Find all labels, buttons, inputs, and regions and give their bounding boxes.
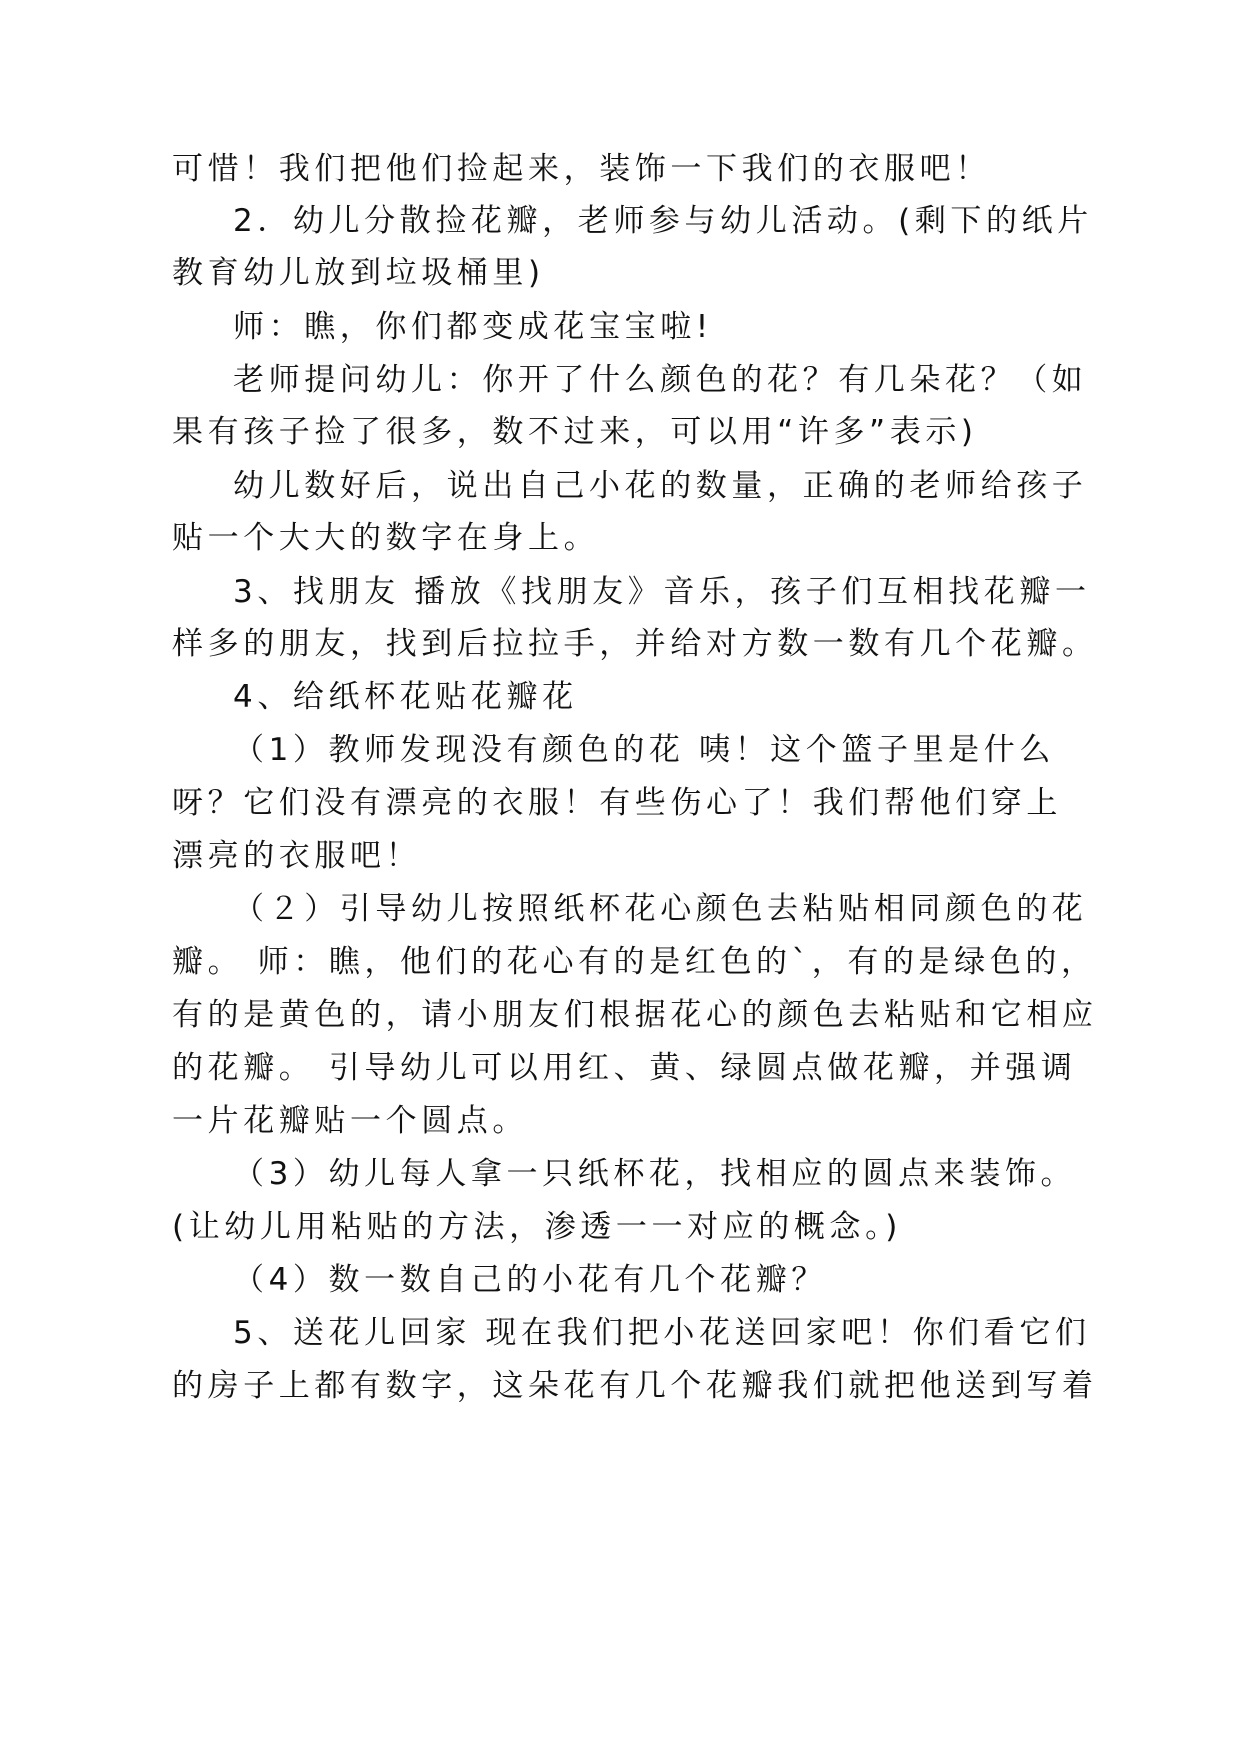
text-line-9: 3、找朋友 播放《找朋友》音乐，孩子们互相找花瓣一 [233, 574, 1091, 610]
text-line-13: 呀？它们没有漂亮的衣服！有些伤心了！我们帮他们穿上 [172, 785, 1062, 821]
text-line-2: 2．幼儿分散捡花瓣，老师参与幼儿活动。(剩下的纸片 [233, 203, 1093, 239]
text-line-6: 果有孩子捡了很多，数不过来，可以用“许多”表示) [172, 414, 978, 450]
text-line-14: 漂亮的衣服吧！ [172, 838, 422, 874]
text-line-15: （２）引导幼儿按照纸杯花心颜色去粘贴相同颜色的花 [233, 891, 1088, 927]
text-line-3: 教育幼儿放到垃圾桶里) [172, 255, 545, 291]
text-line-23: 5、送花儿回家 现在我们把小花送回家吧！你们看它们 [233, 1315, 1091, 1351]
text-line-18: 的花瓣。 引导幼儿可以用红、黄、绿圆点做花瓣，并强调 [172, 1050, 1077, 1086]
text-line-21: (让幼儿用粘贴的方法，渗透一一对应的概念。) [172, 1209, 902, 1245]
text-line-10: 样多的朋友，找到后拉拉手，并给对方数一数有几个花瓣。 [172, 626, 1098, 662]
text-line-12: （1）教师发现没有颜色的花 咦！这个篮子里是什么 [233, 732, 1055, 768]
text-line-24: 的房子上都有数字，这朵花有几个花瓣我们就把他送到写着 [172, 1368, 1098, 1404]
text-line-5: 老师提问幼儿：你开了什么颜色的花？有几朵花？（如 [233, 362, 1088, 398]
text-line-4: 师：瞧，你们都变成花宝宝啦! [233, 309, 713, 345]
text-line-7: 幼儿数好后，说出自己小花的数量，正确的老师给孩子 [233, 468, 1088, 504]
text-line-19: 一片花瓣贴一个圆点。 [172, 1103, 528, 1139]
text-line-22: （4）数一数自己的小花有几个花瓣？ [233, 1262, 827, 1298]
text-line-17: 有的是黄色的，请小朋友们根据花心的颜色去粘贴和它相应 [172, 997, 1098, 1033]
text-line-8: 贴一个大大的数字在身上。 [172, 520, 600, 556]
text-line-16: 瓣。 师：瞧，他们的花心有的是红色的`，有的是绿色的， [172, 944, 1097, 980]
text-line-1: 可惜！我们把他们捡起来，装饰一下我们的衣服吧！ [172, 151, 991, 187]
text-line-20: （3）幼儿每人拿一只纸杯花，找相应的圆点来装饰。 [233, 1156, 1077, 1192]
text-line-11: 4、给纸杯花贴花瓣花 [233, 679, 578, 715]
